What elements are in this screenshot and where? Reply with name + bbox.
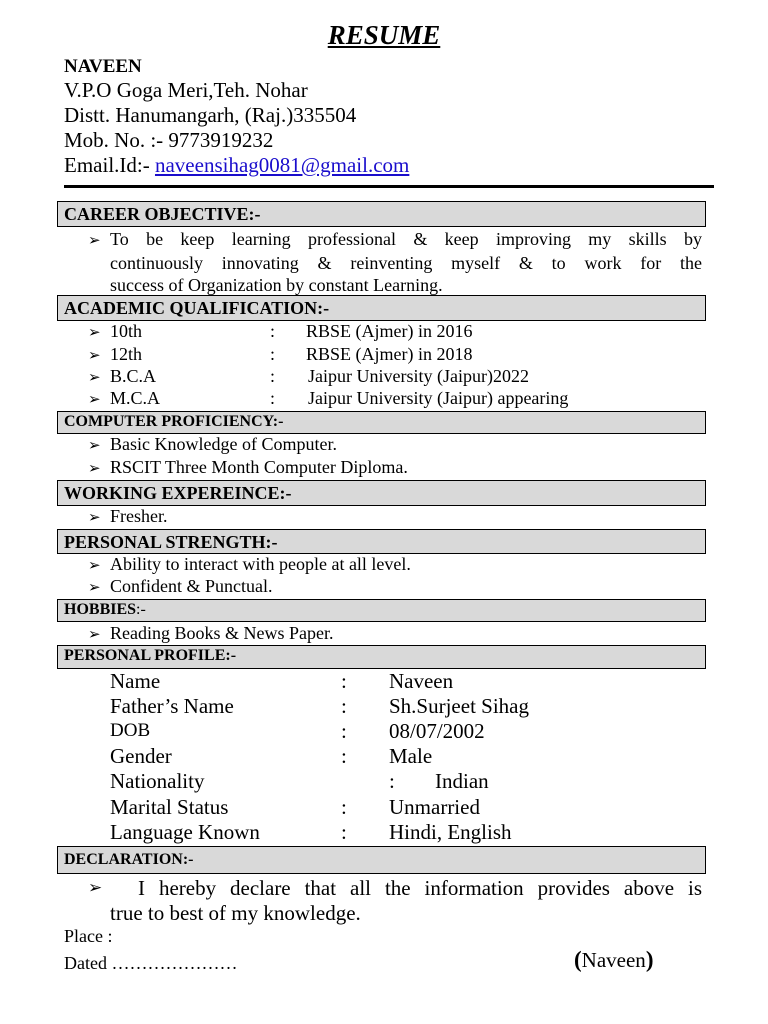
profile-sep: : [341,719,347,743]
academic-row: ➢ M.C.A : Jaipur University (Jaipur) appearing [88,388,569,408]
bullet-arrow-icon: ➢ [88,368,101,386]
bullet-arrow-icon: ➢ [88,508,101,526]
page-title: RESUME [327,20,441,50]
mobile-number: Mob. No. :- 9773919232 [64,128,274,152]
bullet-arrow-icon: ➢ [88,459,101,477]
dated-label: Dated ………………… [64,953,238,973]
list-item: ➢ Fresher. [88,506,168,526]
career-objective-heading: CAREER OBJECTIVE:- [57,201,706,227]
personal-profile-heading: PERSONAL PROFILE:- [57,645,706,669]
email-link[interactable]: naveensihag0081@gmail.com [154,153,410,177]
academic-row: ➢ 12th : RBSE (Ajmer) in 2018 [88,344,473,364]
bullet-arrow-icon: ➢ [88,625,101,643]
header-divider [64,185,714,188]
profile-sep: : [341,820,347,844]
academic-heading: ACADEMIC QUALIFICATION:- [57,295,706,321]
profile-label: Marital Status [110,795,229,819]
candidate-name: NAVEEN [64,56,142,77]
list-item: ➢ RSCIT Three Month Computer Diploma. [88,457,408,477]
bullet-arrow-icon: ➢ [88,346,101,364]
email-line [64,153,409,178]
profile-value: Sh.Surjeet Sihag [389,694,529,718]
profile-sep: : [341,744,347,768]
profile-sep: : [341,694,347,718]
profile-value: 08/07/2002 [389,719,485,743]
working-experience-heading: WORKING EXPEREINCE:- [57,480,706,506]
profile-label: Name [110,669,161,693]
bullet-arrow-icon: ➢ [88,578,101,596]
profile-value: Male [389,744,433,768]
declaration-heading: DECLARATION:- [57,846,706,874]
signature: (Naveen) [574,947,654,972]
academic-row: ➢ B.C.A : Jaipur University (Jaipur)2022 [88,366,529,386]
profile-label: Language Known [110,820,260,844]
bullet-arrow-icon: ➢ [88,390,101,408]
profile-value: Naveen [389,669,454,693]
bullet-arrow-icon: ➢ [88,436,101,454]
profile-label: Nationality [110,769,205,793]
email-label: Email.Id:- [64,153,155,177]
list-item: ➢ Reading Books & News Paper. [88,623,334,643]
profile-sep: : [341,669,347,693]
address-line-1: V.P.O Goga Meri,Teh. Nohar [64,78,308,102]
profile-sep: : [389,769,395,793]
bullet-arrow-icon: ➢ [88,556,101,574]
place-label: Place : [64,926,113,946]
profile-value: Unmarried [389,795,480,819]
declaration-text: ➢ I hereby declare that all the information provides above is true to best of my knowledge. [88,876,702,925]
list-item: ➢ Confident & Punctual. [88,576,273,596]
career-objective-text: ➢ To be keep learning professional & keep improving my skills by continuously innovating & reinventing myself & to work for the success of Organization by constant Learning. [88,229,702,295]
profile-value: Indian [435,769,489,793]
hobbies-heading: HOBBIES:- [57,599,706,622]
bullet-arrow-icon: ➢ [88,323,101,341]
profile-value: Hindi, English [389,820,512,844]
bullet-arrow-icon: ➢ [88,878,103,898]
list-item: ➢ Basic Knowledge of Computer. [88,434,337,454]
personal-strength-heading: PERSONAL STRENGTH:- [57,529,706,554]
profile-label: Father’s Name [110,694,234,718]
profile-label: Gender [110,744,172,768]
profile-sep: : [341,795,347,819]
bullet-arrow-icon: ➢ [88,231,101,249]
list-item: ➢ Ability to interact with people at all level. [88,554,411,574]
computer-proficiency-heading: COMPUTER PROFICIENCY:- [57,411,706,434]
academic-row: ➢ 10th : RBSE (Ajmer) in 2016 [88,321,473,341]
address-line-2: Distt. Hanumangarh, (Raj.)335504 [64,103,357,127]
profile-label: DOB [110,720,151,741]
